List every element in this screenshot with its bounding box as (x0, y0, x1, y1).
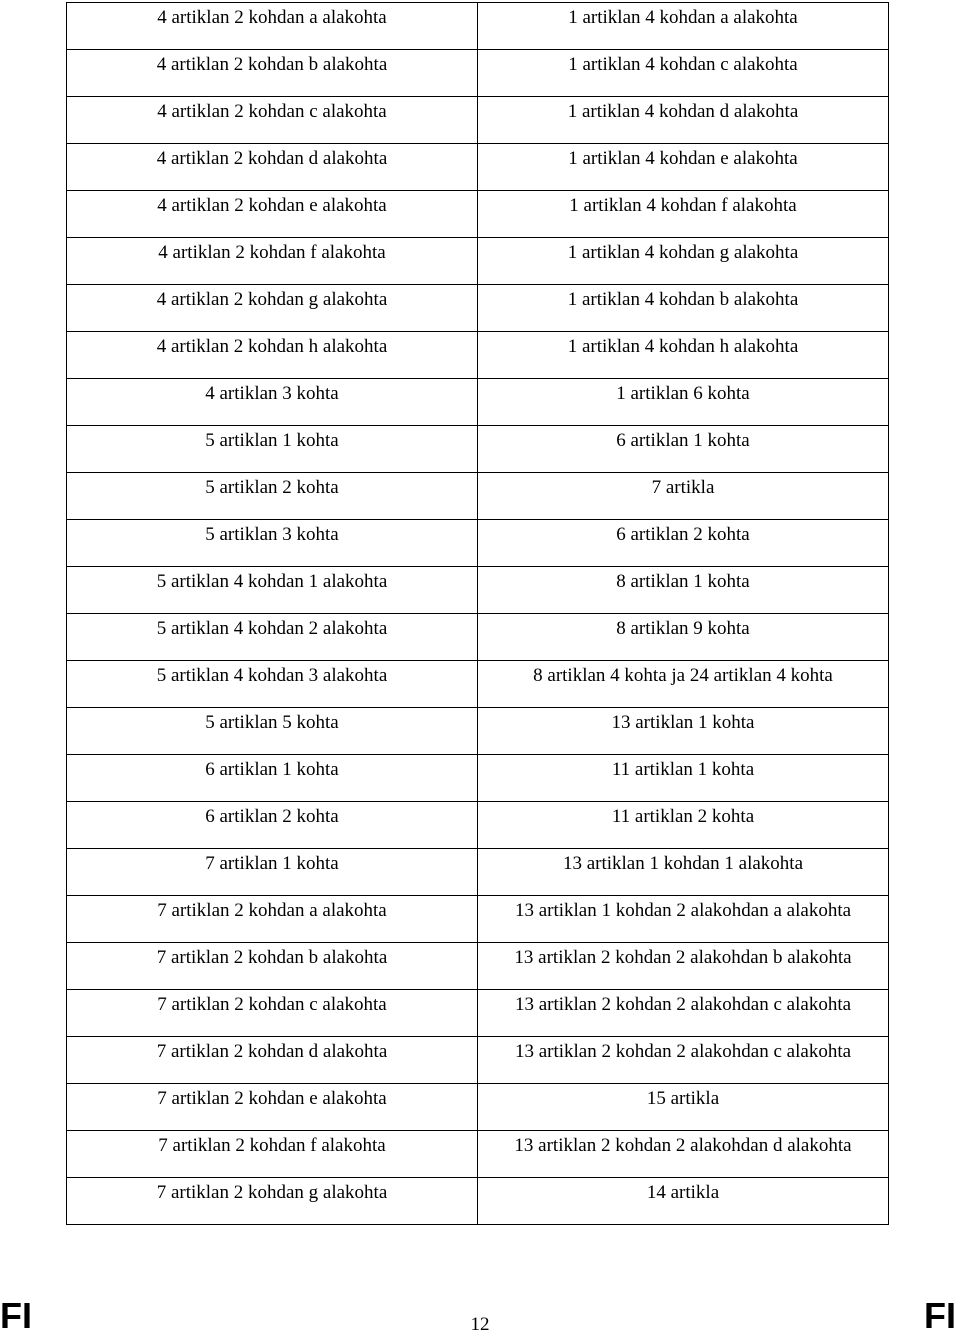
table-cell-left (67, 661, 478, 708)
table-row (67, 520, 889, 567)
table-cell-right (478, 1037, 889, 1084)
language-code-left: FI (0, 1295, 32, 1336)
table-row (67, 661, 889, 708)
cell-text: 1 artiklan 4 kohdan c alakohta (568, 54, 798, 75)
cell-text: 4 artiklan 2 kohdan e alakohta (157, 195, 387, 216)
table-cell-right (478, 802, 889, 849)
table-cell-right (478, 238, 889, 285)
table-cell-right (478, 708, 889, 755)
cell-text: 7 artiklan 2 kohdan c alakohta (157, 994, 387, 1015)
cell-text: 1 artiklan 6 kohta (616, 383, 750, 404)
table-cell-left (67, 896, 478, 943)
table-cell-left (67, 426, 478, 473)
cell-text: 4 artiklan 2 kohdan b alakohta (156, 54, 388, 75)
table-row (67, 50, 889, 97)
cell-text: 7 artiklan 2 kohdan e alakohta (157, 1088, 387, 1109)
table-cell-right (478, 473, 889, 520)
cell-text: 1 artiklan 4 kohdan e alakohta (568, 148, 798, 169)
table-row (67, 943, 889, 990)
table-cell-left (67, 849, 478, 896)
cell-text: 1 artiklan 4 kohdan a alakohta (568, 7, 798, 28)
cell-text: 15 artikla (646, 1088, 720, 1109)
table-cell-left (67, 50, 478, 97)
cell-text: 4 artiklan 2 kohdan c alakohta (157, 101, 387, 122)
table-cell-left (67, 238, 478, 285)
cell-text: 4 artiklan 2 kohdan h alakohta (156, 336, 388, 357)
table-cell-left (67, 144, 478, 191)
cell-text: 4 artiklan 3 kohta (205, 383, 339, 404)
cell-text: 1 artiklan 4 kohdan b alakohta (567, 289, 799, 310)
table-row (67, 1037, 889, 1084)
table-cell-left (67, 943, 478, 990)
table-cell-right (478, 426, 889, 473)
cell-text: 7 artiklan 2 kohdan g alakohta (156, 1182, 388, 1203)
table-cell-right (478, 97, 889, 144)
cell-text: 4 artiklan 2 kohdan g alakohta (156, 289, 388, 310)
cell-text: 1 artiklan 4 kohdan d alakohta (567, 101, 799, 122)
table-cell-left (67, 755, 478, 802)
table-cell-left (67, 191, 478, 238)
table-row (67, 849, 889, 896)
table-cell-right (478, 50, 889, 97)
table-row (67, 97, 889, 144)
table-cell-right (478, 755, 889, 802)
cell-text: 13 artiklan 1 kohdan 1 alakohta (562, 853, 804, 874)
cell-text: 7 artikla (651, 477, 715, 498)
cell-text: 13 artiklan 2 kohdan 2 alakohdan c alakohta (514, 1041, 852, 1062)
cell-text: 14 artikla (646, 1182, 720, 1203)
cell-text: 11 artiklan 2 kohta (611, 806, 755, 827)
cell-text: 8 artiklan 1 kohta (616, 571, 750, 592)
cell-text: 13 artiklan 1 kohdan 2 alakohdan a alakohta (514, 900, 852, 921)
cell-text: 5 artiklan 3 kohta (205, 524, 339, 545)
table-cell-right (478, 614, 889, 661)
table-cell-right (478, 332, 889, 379)
table-cell-left (67, 1178, 478, 1225)
table-row (67, 896, 889, 943)
table-row (67, 614, 889, 661)
table-row (67, 802, 889, 849)
cell-text: 8 artiklan 4 kohta ja 24 artiklan 4 kohta (533, 665, 833, 686)
table-row (67, 473, 889, 520)
table-body (67, 3, 889, 1225)
cell-text: 1 artiklan 4 kohdan h alakohta (567, 336, 799, 357)
table-cell-right (478, 285, 889, 332)
cell-text: 5 artiklan 1 kohta (205, 430, 339, 451)
cell-text: 6 artiklan 2 kohta (205, 806, 339, 827)
table-cell-right (478, 567, 889, 614)
cell-text: 13 artiklan 2 kohdan 2 alakohdan b alakohta (514, 947, 852, 968)
table-cell-right (478, 896, 889, 943)
table-cell-left (67, 520, 478, 567)
table-cell-left (67, 379, 478, 426)
table-cell-left (67, 332, 478, 379)
table-cell-right (478, 990, 889, 1037)
table-cell-left (67, 990, 478, 1037)
table-row (67, 1178, 889, 1225)
cell-text: 6 artiklan 2 kohta (616, 524, 750, 545)
cell-text: 7 artiklan 2 kohdan f alakohta (158, 1135, 386, 1156)
language-code-right: FI (924, 1295, 956, 1336)
cell-text: 5 artiklan 2 kohta (205, 477, 339, 498)
table-cell-right (478, 661, 889, 708)
cell-text: 13 artiklan 2 kohdan 2 alakohdan c alakohta (514, 994, 852, 1015)
table-row (67, 708, 889, 755)
table-cell-left (67, 1131, 478, 1178)
table-cell-right (478, 520, 889, 567)
table-cell-right (478, 1178, 889, 1225)
table-cell-right (478, 3, 889, 50)
table-cell-right (478, 191, 889, 238)
cell-text: 5 artiklan 4 kohdan 3 alakohta (156, 665, 388, 686)
table-cell-right (478, 379, 889, 426)
table-row (67, 285, 889, 332)
table-cell-left (67, 1037, 478, 1084)
cell-text: 7 artiklan 2 kohdan d alakohta (156, 1041, 388, 1062)
table-row (67, 1131, 889, 1178)
table-cell-left (67, 473, 478, 520)
cell-text: 8 artiklan 9 kohta (616, 618, 750, 639)
table-cell-left (67, 97, 478, 144)
table-row (67, 755, 889, 802)
cell-text: 6 artiklan 1 kohta (616, 430, 750, 451)
cell-text: 5 artiklan 4 kohdan 1 alakohta (156, 571, 388, 592)
table-cell-left (67, 1084, 478, 1131)
table-cell-right (478, 144, 889, 191)
table-cell-left (67, 285, 478, 332)
page-number: 12 (470, 1314, 490, 1335)
cell-text: 4 artiklan 2 kohdan d alakohta (156, 148, 388, 169)
table-row (67, 379, 889, 426)
table-row (67, 1084, 889, 1131)
table-cell-right (478, 1084, 889, 1131)
table-cell-right (478, 1131, 889, 1178)
cell-text: 6 artiklan 1 kohta (205, 759, 339, 780)
table-cell-left (67, 3, 478, 50)
cell-text: 13 artiklan 1 kohta (611, 712, 755, 733)
cell-text: 7 artiklan 2 kohdan b alakohta (156, 947, 388, 968)
cell-text: 5 artiklan 5 kohta (205, 712, 339, 733)
cell-text: 5 artiklan 4 kohdan 2 alakohta (156, 618, 388, 639)
cell-text: 7 artiklan 1 kohta (205, 853, 339, 874)
table-cell-left (67, 802, 478, 849)
table-row (67, 990, 889, 1037)
table-cell-right (478, 849, 889, 896)
table-row (67, 144, 889, 191)
table-row (67, 3, 889, 50)
table-cell-left (67, 567, 478, 614)
correlation-table (66, 2, 889, 1225)
table-row (67, 238, 889, 285)
cell-text: 4 artiklan 2 kohdan f alakohta (158, 242, 386, 263)
cell-text: 13 artiklan 2 kohdan 2 alakohdan d alakohta (514, 1135, 852, 1156)
table-row (67, 191, 889, 238)
table-cell-right (478, 943, 889, 990)
table-cell-left (67, 708, 478, 755)
table-row (67, 332, 889, 379)
cell-text: 1 artiklan 4 kohdan g alakohta (567, 242, 799, 263)
table-row (67, 567, 889, 614)
cell-text: 11 artiklan 1 kohta (611, 759, 755, 780)
cell-text: 1 artiklan 4 kohdan f alakohta (569, 195, 797, 216)
table-row (67, 426, 889, 473)
table-cell-left (67, 614, 478, 661)
cell-text: 7 artiklan 2 kohdan a alakohta (157, 900, 387, 921)
cell-text: 4 artiklan 2 kohdan a alakohta (157, 7, 387, 28)
